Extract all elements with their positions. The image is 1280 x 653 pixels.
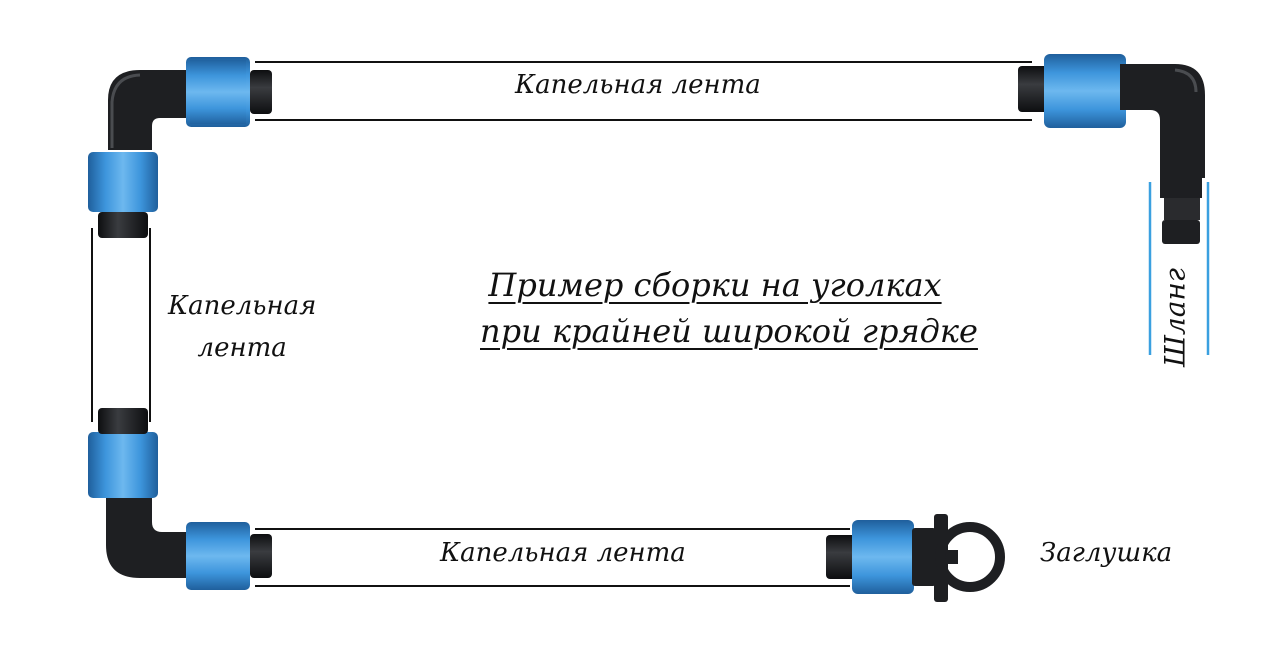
hose-label: Шланг [1158,267,1192,368]
diagram-title [480,262,978,354]
elbow-fitting-top-left [88,57,272,238]
tape-label-left-line2: лента [197,333,287,363]
tape-label-top: Капельная лента [515,70,761,100]
cap-label: Заглушка [1040,538,1173,568]
tape-label-left-line1: Капельная [168,291,317,321]
tape-label-left [168,285,316,369]
tape-left-lines [92,228,150,422]
elbow-fitting-bottom-left [88,408,272,590]
title-line-2: при крайней широкой грядке [480,312,978,350]
tape-label-bottom: Капельная лента [440,538,686,568]
title-line-1: Пример сборки на уголках [488,266,942,304]
elbow-fitting-top-right [1018,54,1205,244]
end-cap-fitting [826,514,1000,602]
